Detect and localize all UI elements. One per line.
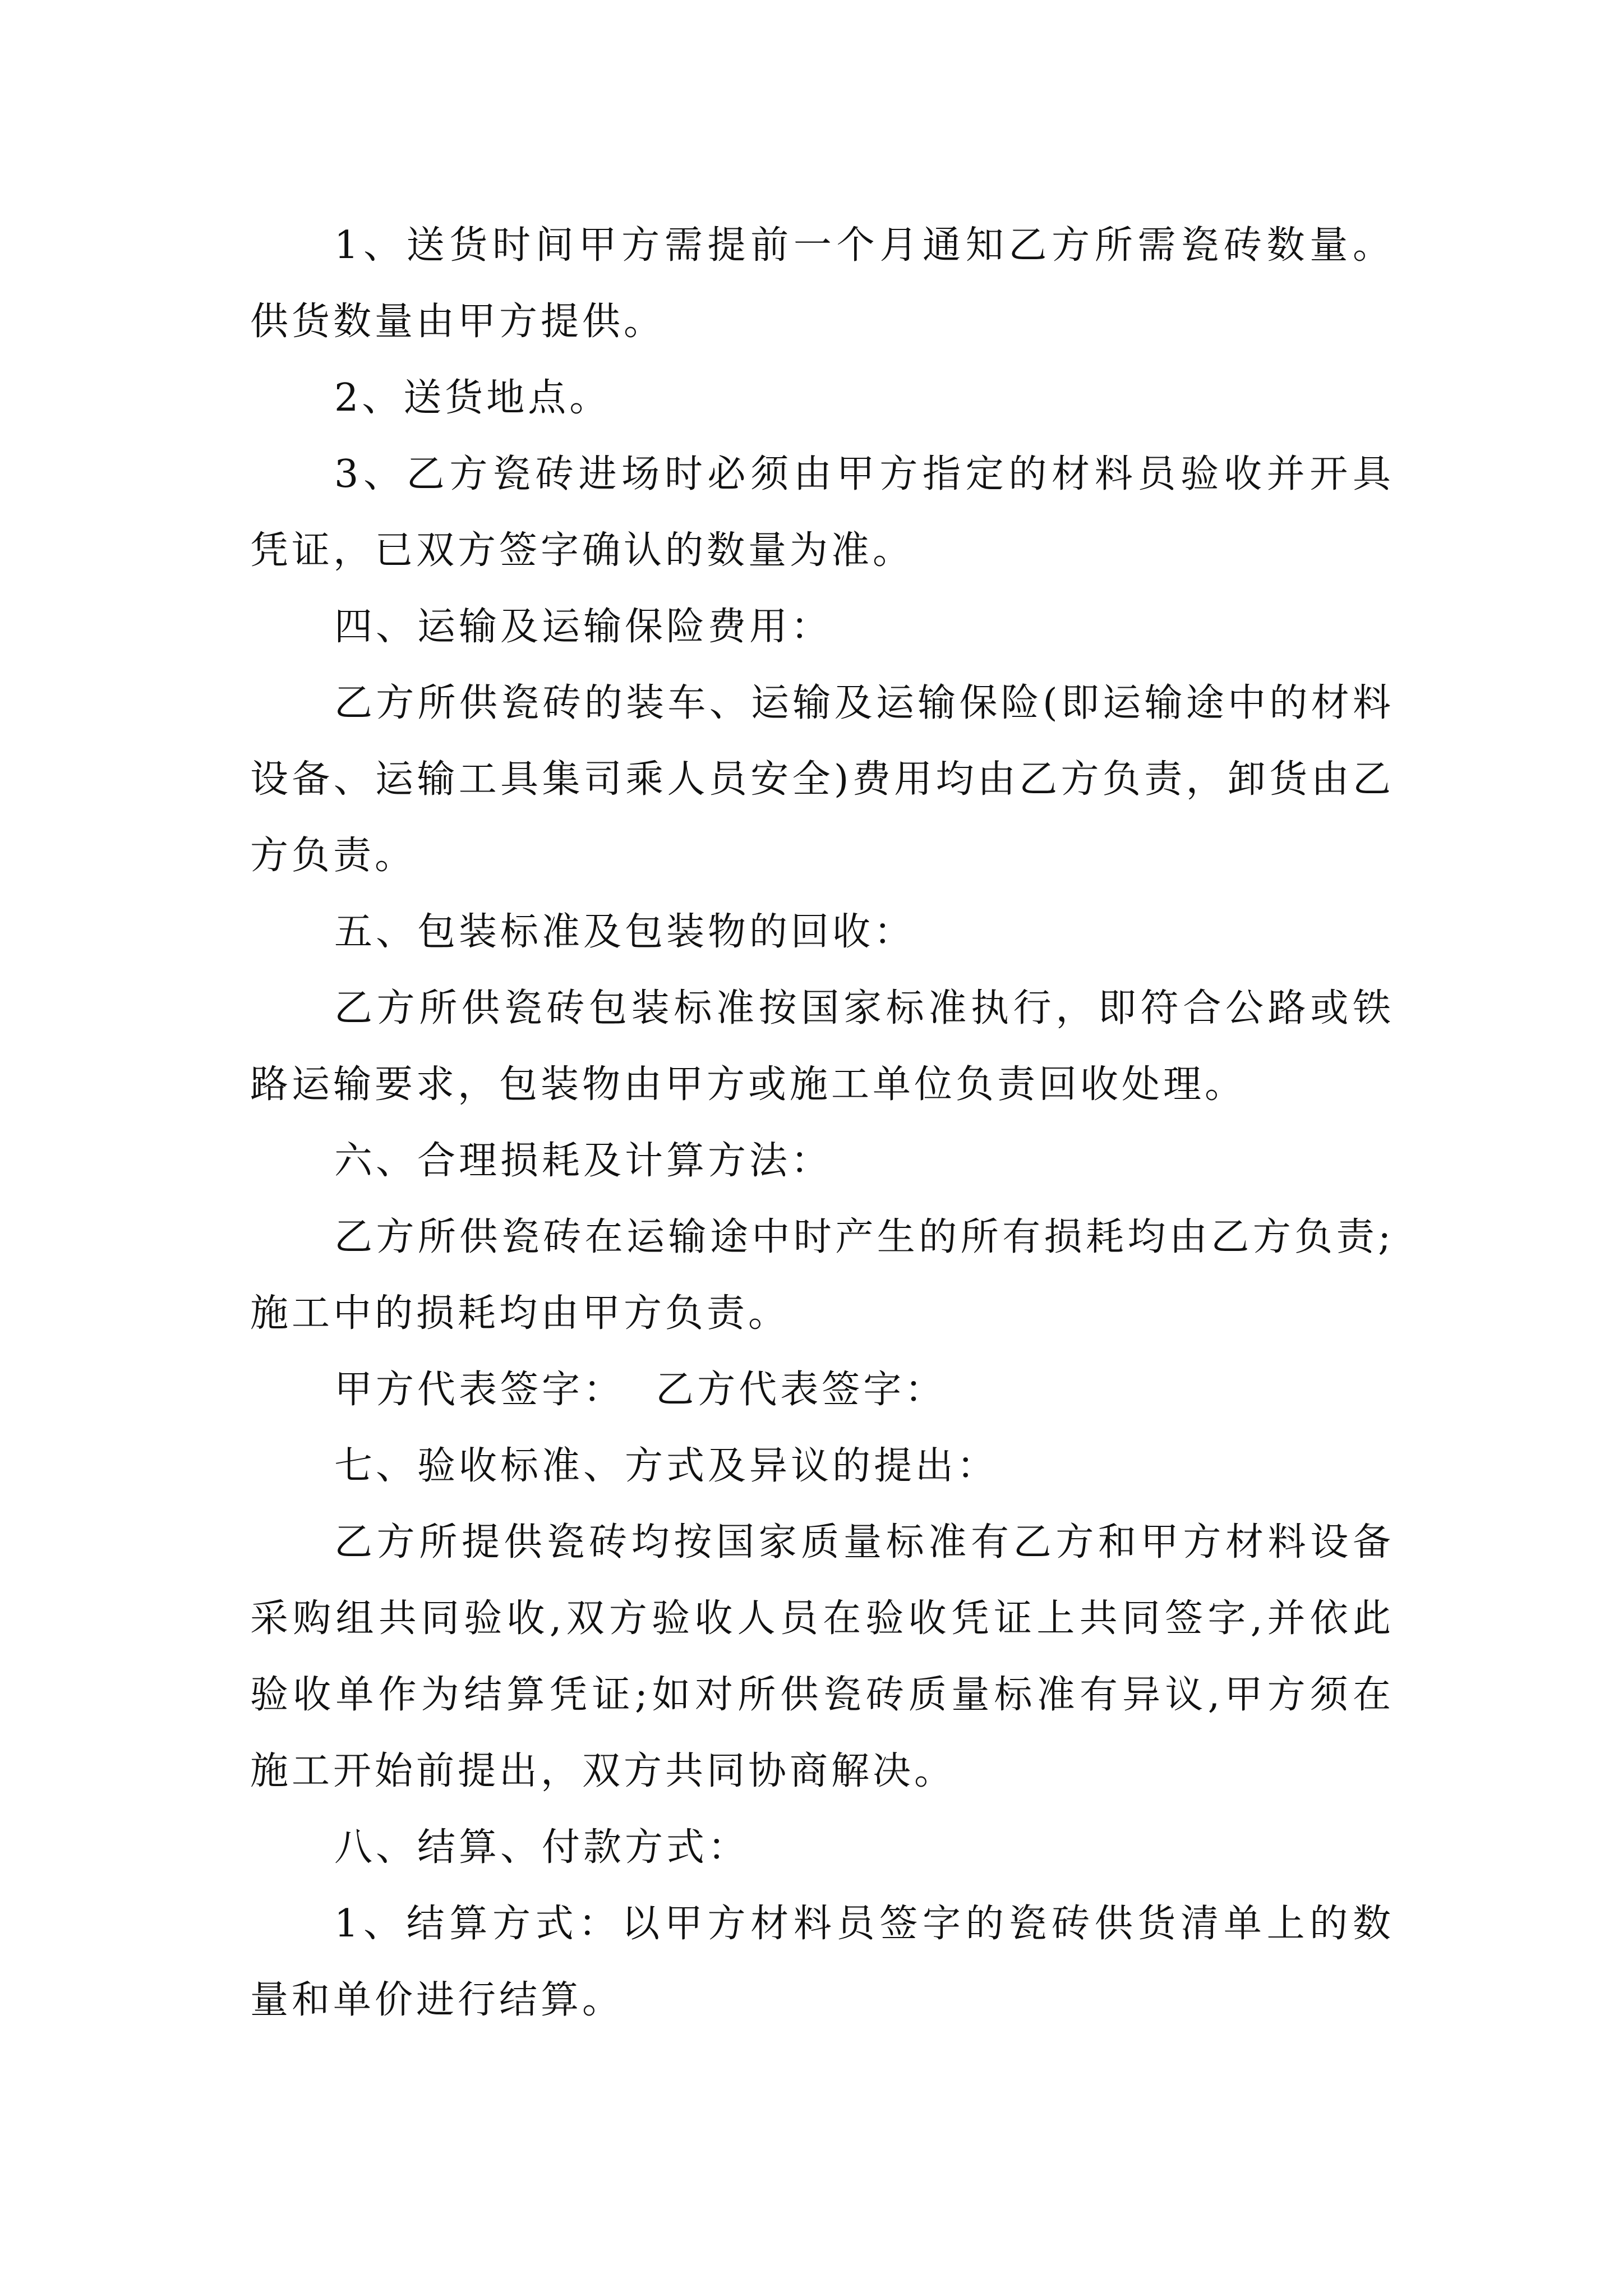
section-heading-transport: 四、运输及运输保险费用： xyxy=(334,605,833,649)
section-heading-settlement: 八、结算、付款方式： xyxy=(334,1825,750,1870)
paragraph-delivery-time: 1、送货时间甲方需提前一个月通知乙方所需瓷砖数量。供货数量由甲方提供。 xyxy=(250,223,1394,344)
paragraph-acceptance-standard: 乙方所提供瓷砖均按国家质量标准有乙方和甲方材料设备采购组共同验收,双方验收人员在验收凭证上共同签字,并依此验收单作为结算凭证;如对所供瓷砖质量标准有异议,甲方须在施工开始前提出，双方共同协商解决。 xyxy=(250,1520,1394,1793)
paragraph-loss-responsibility: 乙方所供瓷砖在运输途中时产生的所有损耗均由乙方负责;施工中的损耗均由甲方负责。 xyxy=(250,1215,1394,1336)
section-heading-packaging: 五、包装标准及包装物的回收： xyxy=(334,910,916,954)
document-body xyxy=(250,208,1394,2039)
paragraph-transport-costs: 乙方所供瓷砖的装车、运输及运输保险(即运输途中的材料设备、运输工具集司乘人员安全)费用均由乙方负责，卸货由乙方负责。 xyxy=(250,681,1394,878)
signature-line: 甲方代表签字： 乙方代表签字： xyxy=(334,1368,947,1412)
section-heading-loss: 六、合理损耗及计算方法： xyxy=(334,1139,833,1183)
paragraph-delivery-location: 2、送货地点。 xyxy=(334,376,611,420)
section-heading-acceptance: 七、验收标准、方式及异议的提出： xyxy=(334,1444,999,1488)
paragraph-packaging-standard: 乙方所供瓷砖包装标准按国家标准执行，即符合公路或铁路运输要求，包装物由甲方或施工单位负责回收处理。 xyxy=(250,986,1394,1107)
paragraph-acceptance-on-entry: 3、乙方瓷砖进场时必须由甲方指定的材料员验收并开具凭证，已双方签字确认的数量为准。 xyxy=(250,452,1394,573)
paragraph-settlement-method: 1、结算方式：以甲方材料员签字的瓷砖供货清单上的数量和单价进行结算。 xyxy=(250,1902,1394,2022)
